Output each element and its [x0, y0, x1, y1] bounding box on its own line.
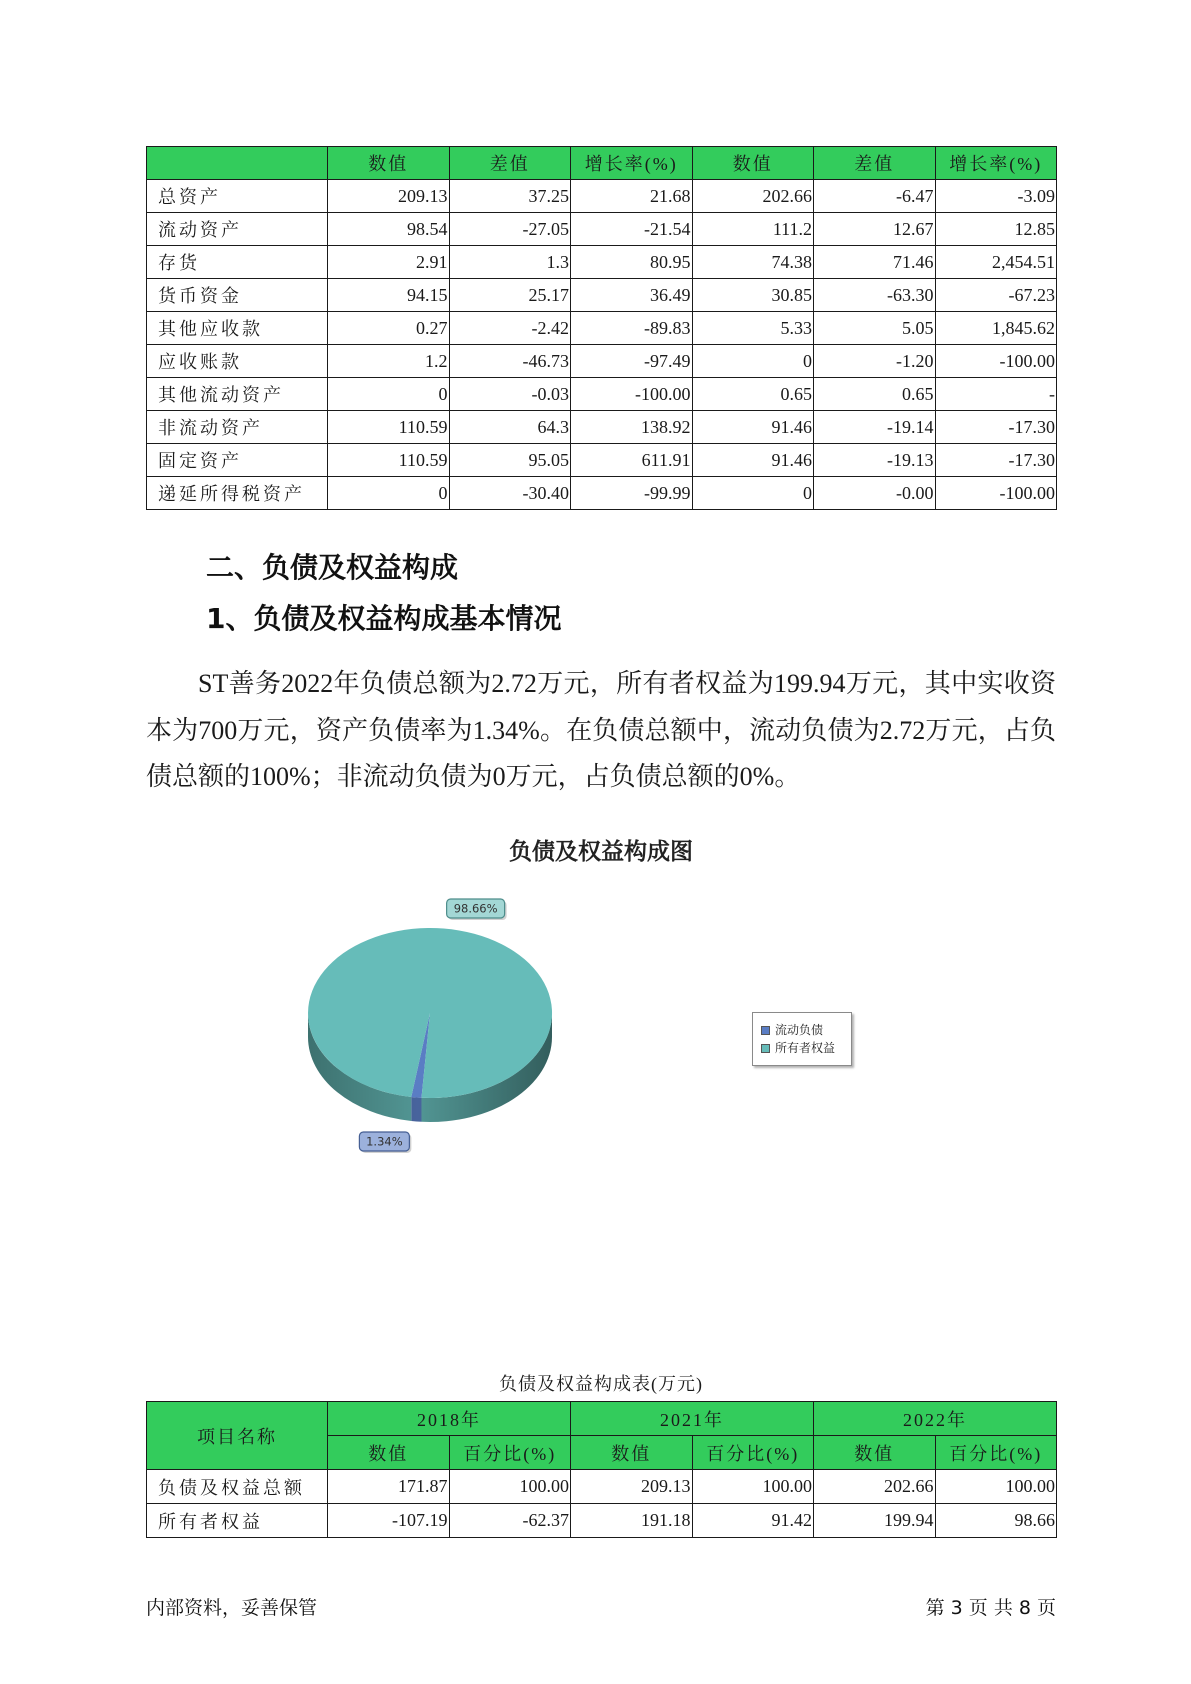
value-cell: -0.03 [449, 378, 571, 411]
slice-label [359, 1132, 411, 1153]
value-cell: 5.05 [814, 312, 936, 345]
item-name-cell: 递延所得税资产 [147, 477, 328, 510]
item-name-cell: 应收账款 [147, 345, 328, 378]
value-cell: 30.85 [692, 279, 814, 312]
item-name-cell: 固定资产 [147, 444, 328, 477]
value-cell: 12.67 [814, 213, 936, 246]
slice-label-text: 1.34% [366, 1134, 403, 1149]
header-cell: 数值 [571, 1436, 693, 1470]
liabilities-equity-table [146, 1401, 1057, 1538]
value-cell: -99.99 [571, 477, 693, 510]
table-row [147, 477, 1057, 510]
value-cell: -1.20 [814, 345, 936, 378]
value-cell: 2,454.51 [935, 246, 1057, 279]
header-cell: 百分比(%) [692, 1436, 814, 1470]
asset-change-table [146, 146, 1057, 510]
header-cell: 数值 [692, 147, 814, 180]
value-cell: 100.00 [449, 1470, 571, 1504]
table-row [147, 279, 1057, 312]
value-cell: 100.00 [692, 1470, 814, 1504]
value-cell: 25.17 [449, 279, 571, 312]
header-cell-year: 2021年 [571, 1402, 814, 1436]
item-name-cell: 非流动资产 [147, 411, 328, 444]
value-cell: -2.42 [449, 312, 571, 345]
item-name-cell: 流动资产 [147, 213, 328, 246]
header-cell-blank [147, 147, 328, 180]
footer-page-number: 第 3 页 共 8 页 [925, 1597, 1056, 1619]
value-cell: 94.15 [328, 279, 450, 312]
item-name-cell: 货币资金 [147, 279, 328, 312]
value-cell: 98.66 [935, 1504, 1057, 1538]
table-row [147, 411, 1057, 444]
header-cell: 差值 [814, 147, 936, 180]
item-name-cell: 总资产 [147, 180, 328, 213]
value-cell: - [935, 378, 1057, 411]
table-row [147, 1504, 1057, 1538]
item-name-cell: 其他应收款 [147, 312, 328, 345]
value-cell: -27.05 [449, 213, 571, 246]
value-cell: 611.91 [571, 444, 693, 477]
legend-label: 所有者权益 [775, 1041, 836, 1055]
item-name-cell: 负债及权益总额 [147, 1470, 328, 1504]
table-row [147, 312, 1057, 345]
value-cell: 209.13 [571, 1470, 693, 1504]
value-cell: 0.65 [814, 378, 936, 411]
value-cell: 2.91 [328, 246, 450, 279]
value-cell: 0 [328, 477, 450, 510]
value-cell: 5.33 [692, 312, 814, 345]
value-cell: 98.54 [328, 213, 450, 246]
table-row [147, 345, 1057, 378]
header-cell: 增长率(%) [935, 147, 1057, 180]
chart-legend [752, 1012, 852, 1066]
table-row [147, 378, 1057, 411]
value-cell: -62.37 [449, 1504, 571, 1538]
table-row [147, 180, 1057, 213]
header-cell-year: 2018年 [328, 1402, 571, 1436]
item-name-cell: 存货 [147, 246, 328, 279]
value-cell: 138.92 [571, 411, 693, 444]
value-cell: -46.73 [449, 345, 571, 378]
value-cell: 1.2 [328, 345, 450, 378]
item-name-cell: 所有者权益 [147, 1504, 328, 1538]
table-row [147, 444, 1057, 477]
value-cell: 21.68 [571, 180, 693, 213]
table-header-row [147, 147, 1057, 180]
value-cell: 110.59 [328, 411, 450, 444]
header-cell: 差值 [449, 147, 571, 180]
value-cell: -21.54 [571, 213, 693, 246]
value-cell: 0.27 [328, 312, 450, 345]
legend-label: 流动负债 [775, 1023, 824, 1037]
value-cell: -30.40 [449, 477, 571, 510]
header-cell-item-name: 项目名称 [147, 1402, 328, 1470]
table-row [147, 213, 1057, 246]
value-cell: 202.66 [692, 180, 814, 213]
value-cell: 171.87 [328, 1470, 450, 1504]
header-cell-year: 2022年 [814, 1402, 1057, 1436]
subsection-heading: 1、负债及权益构成基本情况 [206, 602, 562, 635]
pie-slice-side [411, 1097, 421, 1122]
header-cell: 百分比(%) [449, 1436, 571, 1470]
value-cell: -0.00 [814, 477, 936, 510]
value-cell: 199.94 [814, 1504, 936, 1538]
value-cell: 100.00 [935, 1470, 1057, 1504]
legend-item [761, 1021, 851, 1039]
value-cell: 37.25 [449, 180, 571, 213]
value-cell: -17.30 [935, 411, 1057, 444]
table-row [147, 246, 1057, 279]
value-cell: -17.30 [935, 444, 1057, 477]
table-caption: 负债及权益构成表(万元) [499, 1374, 703, 1394]
pie-slice-top [308, 928, 552, 1098]
footer-confidential-note: 内部资料，妥善保管 [146, 1597, 318, 1619]
value-cell: -107.19 [328, 1504, 450, 1538]
header-cell: 数值 [814, 1436, 936, 1470]
section-heading: 二、负债及权益构成 [206, 551, 459, 584]
value-cell: 0 [692, 345, 814, 378]
value-cell: 80.95 [571, 246, 693, 279]
value-cell: -6.47 [814, 180, 936, 213]
legend-item [761, 1039, 851, 1057]
value-cell: 95.05 [449, 444, 571, 477]
value-cell: 111.2 [692, 213, 814, 246]
value-cell: 202.66 [814, 1470, 936, 1504]
slice-label [447, 899, 507, 920]
value-cell: 12.85 [935, 213, 1057, 246]
chart-title: 负债及权益构成图 [509, 839, 693, 865]
legend-swatch [761, 1026, 770, 1035]
value-cell: -89.83 [571, 312, 693, 345]
value-cell: 91.46 [692, 411, 814, 444]
header-cell: 数值 [328, 1436, 450, 1470]
value-cell: 1,845.62 [935, 312, 1057, 345]
slice-label-text: 98.66% [453, 901, 498, 916]
header-cell: 百分比(%) [935, 1436, 1057, 1470]
legend-swatch [761, 1044, 770, 1053]
value-cell: 64.3 [449, 411, 571, 444]
header-cell: 数值 [328, 147, 450, 180]
item-name-cell: 其他流动资产 [147, 378, 328, 411]
value-cell: 191.18 [571, 1504, 693, 1538]
value-cell: -3.09 [935, 180, 1057, 213]
value-cell: 91.42 [692, 1504, 814, 1538]
value-cell: 0 [328, 378, 450, 411]
value-cell: 71.46 [814, 246, 936, 279]
value-cell: -19.13 [814, 444, 936, 477]
value-cell: 1.3 [449, 246, 571, 279]
value-cell: 209.13 [328, 180, 450, 213]
value-cell: -63.30 [814, 279, 936, 312]
pie-chart [146, 860, 1055, 1170]
pie-top-group [308, 928, 552, 1098]
summary-paragraph: ST善务2022年负债总额为2.72万元，所有者权益为199.94万元，其中实收资本为700万元，资产负债率为1.34%。在负债总额中，流动负债为2.72万元，占负债总额的100%；非流动负债为0万元，占负债总额的0%。 [146, 669, 1056, 791]
value-cell: 74.38 [692, 246, 814, 279]
header-cell: 增长率(%) [571, 147, 693, 180]
value-cell: 91.46 [692, 444, 814, 477]
table-row [147, 1470, 1057, 1504]
value-cell: 0.65 [692, 378, 814, 411]
value-cell: -100.00 [935, 345, 1057, 378]
value-cell: 0 [692, 477, 814, 510]
table-header-row [147, 1402, 1057, 1436]
value-cell: -19.14 [814, 411, 936, 444]
value-cell: -100.00 [935, 477, 1057, 510]
value-cell: -100.00 [571, 378, 693, 411]
value-cell: -67.23 [935, 279, 1057, 312]
value-cell: 110.59 [328, 444, 450, 477]
value-cell: 36.49 [571, 279, 693, 312]
value-cell: -97.49 [571, 345, 693, 378]
